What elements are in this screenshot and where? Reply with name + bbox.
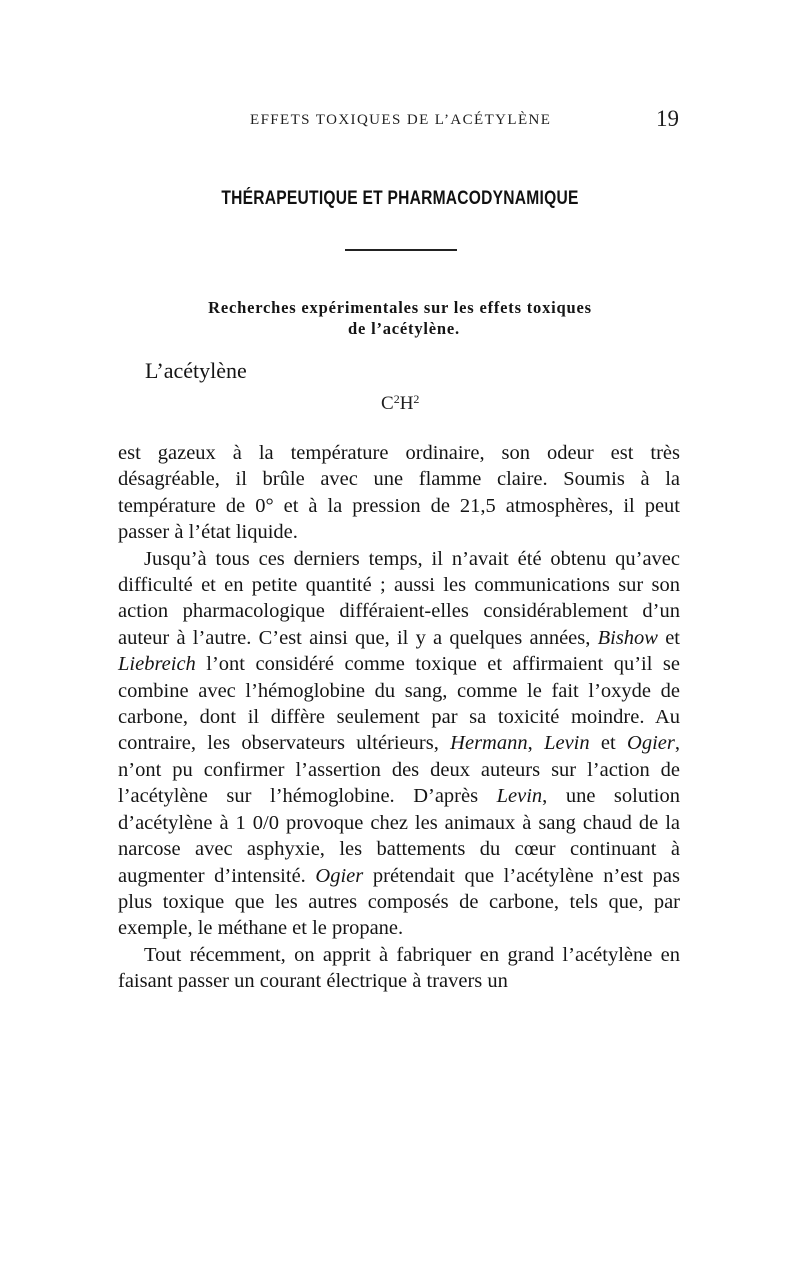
paragraph-2-text: Jusqu’à tous ces derniers temps, il n’avait été obtenu qu’avec difficulté et en petite quantité ; aussi les communications sur son action pharmacologique différaient-elles considérablement d’un auteur à l’autre. C’est ainsi que, il y a quelques années, [118,547,680,649]
author-name: Liebreich [118,653,196,676]
formula-hydrogen-count: 2 [413,392,420,406]
author-name: Levin [496,785,543,808]
paragraph-1: est gazeux à la température ordinaire, son odeur est très désagréable, il brûle avec une flamme claire. Soumis à la température de 0° et à la pression de 21,5 atmosphères, il peut passer à l’état liquide. [118,442,680,544]
section-title: THÉRAPEUTIQUE ET PHARMACODYNAMIQUE [221,188,579,209]
author-name: Ogier [627,732,675,755]
paragraph-2-text: l’ont considéré comme toxique et affirmaient qu’il se combine avec l’hémoglobine du sang, comme le fait l’oxyde de carbone, dont il diffère seulement par sa toxicité moindre. Au contraire, les observateurs ultérieurs, [118,653,680,755]
paragraph-2-text: et [657,626,681,649]
paragraph-2-text: , n’ont pu confirmer l’assertion des deux auteurs sur l’action de l’acétylène sur l’hémoglobine. D’après [118,732,680,808]
paragraph-2 [118,546,680,942]
paragraph-2-text: , [527,732,545,755]
lead-word: L’acétylène [145,358,247,383]
subtitle-line-1: Recherches expérimentales sur les effets toxiques [208,298,592,317]
body-text [118,440,680,995]
author-name: Levin [544,732,590,755]
running-head: EFFETS TOXIQUES DE L’ACÉTYLÈNE [250,112,552,128]
subtitle-line-2: de l’acétylène. [348,319,460,338]
paragraph-3: Tout récemment, on apprit à fabriquer en grand l’acétylène en faisant passer un courant électrique à travers un [118,943,680,993]
author-name: Bishow [597,626,658,649]
formula-carbon: C [381,393,394,414]
paragraph-2-text: et [589,732,628,755]
divider-rule [345,249,457,251]
paragraph-2-text: prétendait que l’acétylène n’est pas plus toxique que les autres composés de carbone, tels que, par exemple, le méthane et le propane. [118,864,680,940]
paragraph-2-text: , une solution d’acétylène à 1 0/0 provoque chez les animaux à sang chaud de la narcose avec asphyxie, les battements du cœur continuant à augmenter d’intensité. [118,785,681,887]
subtitle [0,297,800,339]
formula-carbon-count: 2 [393,392,400,406]
author-name: Ogier [315,864,364,887]
chemical-formula [381,392,419,415]
author-name: Hermann [450,732,528,755]
page-number: 19 [656,106,679,131]
formula-hydrogen: H [399,393,414,414]
